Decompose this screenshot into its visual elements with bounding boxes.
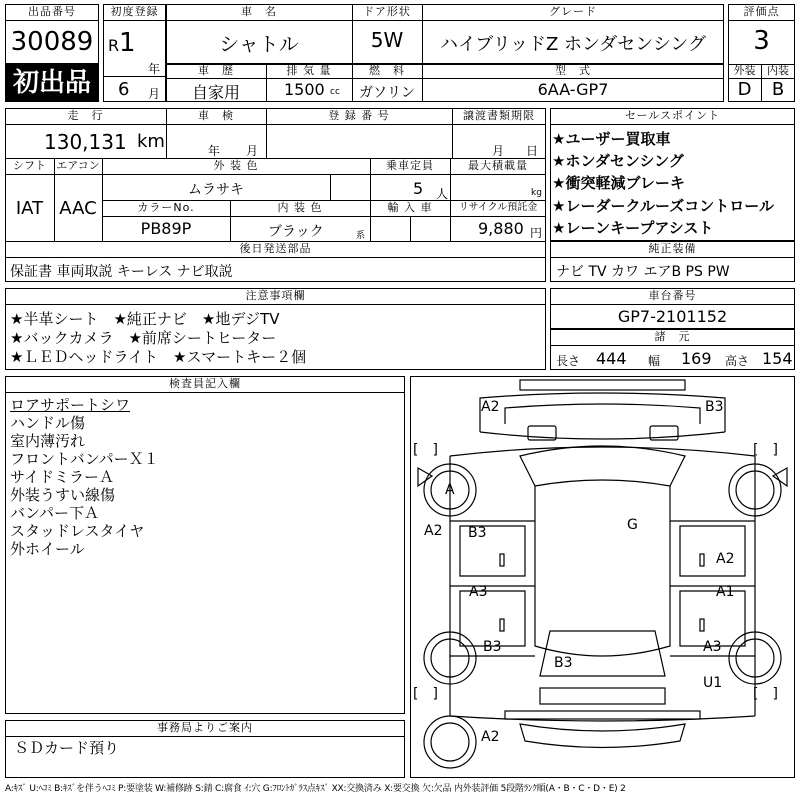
sales-point-5: ★レーンキープアシスト xyxy=(552,219,714,237)
interior-color: ブラック xyxy=(268,224,324,240)
score-label: 評価点 xyxy=(728,4,795,21)
color-no-label: カラーNo. xyxy=(137,201,195,214)
shift: IAT xyxy=(15,198,44,219)
load-label: 最大積載量 xyxy=(468,159,528,172)
sales-points-label: セールスポイント xyxy=(550,108,795,125)
mileage-label: 走 行 xyxy=(67,109,104,122)
width: 169 xyxy=(681,349,712,368)
chassis-label: 車台番号 xyxy=(550,288,795,305)
sales-point-3: ★衝突軽減ブレーキ xyxy=(552,174,685,192)
mark-left-door-front: A2 xyxy=(424,523,443,539)
shift-label: シフト xyxy=(13,159,46,172)
inspection-label: 車 検 xyxy=(198,109,234,122)
history-label: 車 歴 xyxy=(198,64,234,77)
mark-right-panel-rear: A3 xyxy=(703,639,722,655)
inspector-line-8: スタッドレスタイヤ xyxy=(10,522,145,540)
length: 444 xyxy=(596,349,627,368)
factory-equipment-label: 純正装備 xyxy=(550,241,795,258)
sales-point-2: ★ホンダセンシング xyxy=(552,152,684,170)
era: R xyxy=(108,36,120,55)
mark-front-left: A2 xyxy=(481,399,500,415)
notes-label: 注意事項欄 xyxy=(5,288,546,305)
mark-left-tire-front: A xyxy=(445,482,455,498)
first-reg-label: 初度登録 xyxy=(103,4,166,21)
mark-rear-left: A2 xyxy=(481,729,500,745)
note-line-1: ★半革シート ★純正ナビ ★地デジTV xyxy=(10,310,280,328)
office-text: ＳＤカード預り xyxy=(14,739,120,757)
note-line-2: ★バックカメラ ★前席シートヒーター xyxy=(10,329,277,347)
lot-label: 出品番号 xyxy=(5,4,99,21)
inspector-line-9: 外ホイール xyxy=(10,540,85,558)
interior-grade: B xyxy=(771,79,785,100)
displacement-label: 排 気 量 xyxy=(286,64,332,77)
transfer-label: 譲渡書類期限 xyxy=(463,109,535,122)
inspector-label: 検査員記入欄 xyxy=(5,376,405,393)
divider xyxy=(5,174,546,175)
height-label: 高さ xyxy=(725,354,750,368)
divider xyxy=(103,76,166,77)
fuel-label: 燃 料 xyxy=(369,64,405,77)
bracket-left-front: [ ] xyxy=(413,442,438,458)
dims-label: 諸 元 xyxy=(550,329,795,346)
inspector-line-4: フロントバンパーＸ１ xyxy=(10,450,159,468)
exterior-grade: D xyxy=(737,79,752,100)
mark-left-rear-panel: B3 xyxy=(483,639,502,655)
divider xyxy=(5,124,546,125)
load-unit: kg xyxy=(531,188,542,198)
inspector-line-7: バンパー下Ａ xyxy=(10,504,99,522)
legend: A:ｷｽﾞ U:ﾍｺﾐ B:ｷｽﾞを伴うﾍｺﾐ P:要塗装 W:補修跡 S:錆 C:腐食 ｲ:穴 G:ﾌﾛﾝﾄｶﾞﾗｽ点ｷｽﾞ XX:交換済み X:要交換 欠:欠品 内外装評価 5段階ﾗﾝｸ順(A・B・C・D・E) 2 xyxy=(5,784,626,794)
recycle-label: リサイクル預託金 xyxy=(458,202,538,213)
fuel: ガソリン xyxy=(359,85,415,101)
later-parts-label: 後日発送部品 xyxy=(239,242,312,255)
mileage: 130,131 xyxy=(44,130,127,154)
interior-color-label: 内 装 色 xyxy=(277,201,323,214)
chassis-number: GP7-2101152 xyxy=(617,307,728,326)
model-name-label: 車 名 xyxy=(241,5,277,18)
mark-right-door-rear: A1 xyxy=(716,584,735,600)
displacement: 1500 xyxy=(284,80,325,99)
recycle: 9,880 xyxy=(478,219,524,238)
length-label: 長さ xyxy=(556,354,581,368)
inspector-line-3: 室内薄汚れ xyxy=(10,432,86,450)
grade: ハイブリッドZ ホンダセンシング xyxy=(439,34,707,55)
sales-point-4: ★レーダークルーズコントロール xyxy=(552,197,774,215)
mark-rear-center: B3 xyxy=(554,655,573,671)
mark-roof: G xyxy=(627,517,638,533)
bracket-right-rear: [ ] xyxy=(753,686,778,702)
mark-front-right: B3 xyxy=(705,399,724,415)
width-label: 幅 xyxy=(648,354,661,368)
inspection-year-unit: 年 xyxy=(208,144,221,158)
inspector-line-6: 外装うすい線傷 xyxy=(10,486,116,504)
history: 自家用 xyxy=(191,83,240,102)
door-type: 5W xyxy=(370,28,404,52)
score: 3 xyxy=(753,26,770,56)
model-name: シャトル xyxy=(219,32,299,56)
note-line-3: ★ＬＥＤヘッドライト ★スマートキー２個 xyxy=(10,348,307,366)
mileage-unit: km xyxy=(137,131,165,152)
mark-right-door-front: A2 xyxy=(716,551,735,567)
ac: AAC xyxy=(59,198,97,219)
capacity-unit: 人 xyxy=(436,187,449,201)
color-no: PB89P xyxy=(140,219,192,238)
model-code: 6AA-GP7 xyxy=(537,80,609,99)
color-label: 外 装 色 xyxy=(213,159,259,172)
lot-number: 30089 xyxy=(10,27,94,57)
bracket-left-rear: [ ] xyxy=(413,686,438,702)
divider xyxy=(166,20,724,21)
capacity: 5 xyxy=(413,179,424,198)
transfer-day-unit: 日 xyxy=(526,144,539,158)
grade-label: グレード xyxy=(549,5,597,18)
inspection-month-unit: 月 xyxy=(246,144,259,158)
first-reg-month-unit: 月 xyxy=(148,87,161,101)
later-parts: 保証書 車両取説 キーレス ナビ取説 xyxy=(10,264,233,280)
factory-equipment: ナビ TV カワ エアB PS PW xyxy=(556,264,730,280)
first-reg-month: 6 xyxy=(118,79,130,100)
inspector-line-5: サイドミラーＡ xyxy=(10,468,114,486)
capacity-label: 乗車定員 xyxy=(386,159,434,172)
ac-label: エアコン xyxy=(56,159,100,172)
inspector-line-1: ロアサポートシワ xyxy=(10,396,131,414)
displacement-unit: cc xyxy=(330,87,340,97)
transfer-month-unit: 月 xyxy=(492,144,505,158)
inspector-line-2: ハンドル傷 xyxy=(10,414,86,432)
bracket-right-front: [ ] xyxy=(753,442,778,458)
mark-left-panel-front: B3 xyxy=(468,525,487,541)
sales-point-1: ★ユーザー買取車 xyxy=(552,130,671,148)
divider xyxy=(102,216,546,217)
interior-color-suffix: 系 xyxy=(356,231,366,241)
exterior-grade-label: 外装 xyxy=(733,64,756,77)
mark-left-panel-rear: A3 xyxy=(469,584,488,600)
office-label: 事務局よりご案内 xyxy=(5,720,405,737)
color: ムラサキ xyxy=(188,182,244,198)
mark-right-rear: U1 xyxy=(703,675,723,691)
first-listing-badge-text: 初出品 xyxy=(12,68,91,98)
recycle-unit: 円 xyxy=(530,226,543,240)
model-code-label: 型 式 xyxy=(555,64,591,77)
divider xyxy=(330,174,331,200)
interior-grade-label: 内装 xyxy=(767,64,789,77)
divider xyxy=(5,257,546,258)
import-label: 輸 入 車 xyxy=(387,201,433,214)
divider xyxy=(410,216,411,241)
first-reg-year-unit: 年 xyxy=(148,62,161,76)
door-label: ドア形状 xyxy=(363,5,411,18)
plate-label: 登 録 番 号 xyxy=(328,109,390,122)
car-diagram xyxy=(410,376,795,778)
first-reg-year: 1 xyxy=(119,28,136,58)
height: 154 xyxy=(762,349,793,368)
